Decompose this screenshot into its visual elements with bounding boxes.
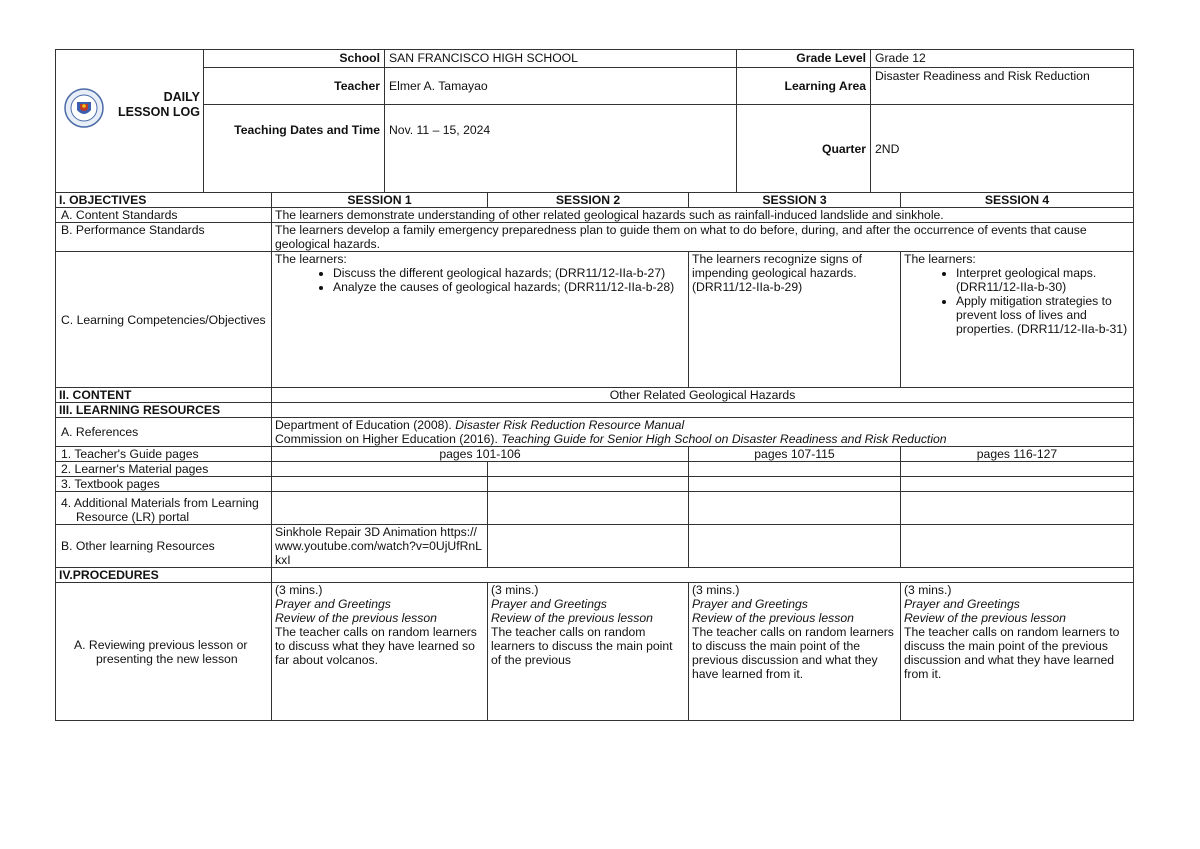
competency-item: • Analyze the causes of geological hazards; (DRR11/12-IIa-b-28) (333, 280, 685, 294)
teachers-guide-session-3: pages 107-115 (689, 447, 901, 462)
empty-cell (689, 525, 901, 568)
empty-cell (689, 492, 901, 525)
learning-area-label: Learning Area (737, 68, 871, 105)
quarter-label: Quarter (737, 105, 871, 193)
competencies-list (904, 266, 1130, 336)
logo-subtitle: LESSON LOG (118, 105, 200, 119)
session-4-header: SESSION 4 (901, 193, 1134, 208)
logo-cell (56, 50, 204, 193)
performance-standards-value: The learners develop a family emergency preparedness plan to guide them on what to do before, during, and after the occurrence of events that cause geological hazards. (272, 223, 1134, 252)
reviewing-lesson-label: A. Reviewing previous lesson or presenting the new lesson (56, 583, 272, 721)
competencies-list (275, 266, 685, 294)
empty-cell (901, 492, 1134, 525)
learning-resources-heading: III. LEARNING RESOURCES (56, 403, 272, 418)
quarter-value: 2ND (871, 105, 1134, 193)
competencies-intro: The learners: (904, 252, 976, 266)
grade-level-label: Grade Level (737, 50, 871, 68)
school-value: SAN FRANCISCO HIGH SCHOOL (385, 50, 737, 68)
references-value (272, 418, 1134, 447)
empty-cell (272, 492, 488, 525)
teacher-value: Elmer A. Tamayao (385, 68, 737, 105)
empty-cell (488, 477, 689, 492)
competencies-session-4 (901, 252, 1134, 388)
session-3-header: SESSION 3 (689, 193, 901, 208)
learning-competencies-label: C. Learning Competencies/Objectives (56, 252, 272, 388)
other-resources-session-1: Sinkhole Repair 3D Animation https://www.youtube.com/watch?v=0UjUfRnLkxI (272, 525, 488, 568)
reference-1: Department of Education (2008). Disaster Risk Reduction Resource Manual (275, 418, 685, 432)
procedure-session-1: (3 mins.) Prayer and Greetings Review of the previous lesson The teacher calls on random learners to discuss what they have learned so far about volcanos. (272, 583, 488, 721)
grade-level-value: Grade 12 (871, 50, 1134, 68)
teaching-dates-value: Nov. 11 – 15, 2024 (385, 105, 737, 193)
objectives-heading: I. OBJECTIVES (56, 193, 272, 208)
learning-resources-empty (272, 403, 1134, 418)
procedure-session-2: (3 mins.) Prayer and Greetings Review of the previous lesson The teacher calls on random learners to discuss the main point of the previous (488, 583, 689, 721)
textbook-pages-label: 3. Textbook pages (56, 477, 272, 492)
empty-cell (488, 525, 689, 568)
school-label: School (204, 50, 385, 68)
teachers-guide-session-1-2: pages 101-106 (272, 447, 689, 462)
lesson-log-table (55, 192, 1134, 721)
empty-cell (272, 477, 488, 492)
content-heading: II. CONTENT (56, 388, 272, 403)
procedures-heading: IV.PROCEDURES (56, 568, 272, 583)
empty-cell (689, 477, 901, 492)
learning-area-value: Disaster Readiness and Risk Reduction (871, 68, 1134, 105)
competencies-session-3: The learners recognize signs of impending geological hazards. (DRR11/12-IIa-b-29) (689, 252, 901, 388)
session-2-header: SESSION 2 (488, 193, 689, 208)
procedure-session-4: (3 mins.) Prayer and Greetings Review of the previous lesson The teacher calls on random learners to discuss the main point of the previous discussion and what they have learned from it. (901, 583, 1134, 721)
empty-cell (901, 477, 1134, 492)
teaching-dates-label: Teaching Dates and Time (204, 105, 385, 193)
performance-standards-label: B. Performance Standards (56, 223, 272, 252)
empty-cell (689, 462, 901, 477)
logo-title: DAILY (163, 90, 200, 104)
reference-2: Commission on Higher Education (2016). Teaching Guide for Senior High School on Disaster Readiness and Risk Reduction (275, 432, 947, 446)
teacher-label: Teacher (204, 68, 385, 105)
procedures-empty (272, 568, 1134, 583)
lesson-log-title (118, 90, 200, 120)
learners-material-label: 2. Learner's Material pages (56, 462, 272, 477)
competency-item: • Discuss the different geological hazards; (DRR11/12-IIa-b-27) (333, 266, 685, 280)
header-table (55, 49, 1134, 193)
competency-item: • Apply mitigation strategies to prevent loss of lives and properties. (DRR11/12-IIa-b-31) (956, 294, 1130, 336)
empty-cell (272, 462, 488, 477)
empty-cell (488, 462, 689, 477)
empty-cell (901, 462, 1134, 477)
competency-item: • Interpret geological maps. (DRR11/12-IIa-b-30) (956, 266, 1130, 294)
session-1-header: SESSION 1 (272, 193, 488, 208)
competencies-session-1-2 (272, 252, 689, 388)
empty-cell (488, 492, 689, 525)
content-value: Other Related Geological Hazards (272, 388, 1134, 403)
deped-seal-icon (64, 88, 104, 128)
content-standards-value: The learners demonstrate understanding of other related geological hazards such as rainfall-induced landslide and sinkhole. (272, 208, 1134, 223)
teachers-guide-label: 1. Teacher's Guide pages (56, 447, 272, 462)
competencies-intro: The learners: (275, 252, 347, 266)
other-resources-label: B. Other learning Resources (56, 525, 272, 568)
empty-cell (901, 525, 1134, 568)
content-standards-label: A. Content Standards (56, 208, 272, 223)
references-label: A. References (56, 418, 272, 447)
additional-materials-label: 4. Additional Materials from Learning Resource (LR) portal (56, 492, 272, 525)
teachers-guide-session-4: pages 116-127 (901, 447, 1134, 462)
procedure-session-3: (3 mins.) Prayer and Greetings Review of the previous lesson The teacher calls on random learners to discuss the main point of the previous discussion and what they have learned from it. (689, 583, 901, 721)
